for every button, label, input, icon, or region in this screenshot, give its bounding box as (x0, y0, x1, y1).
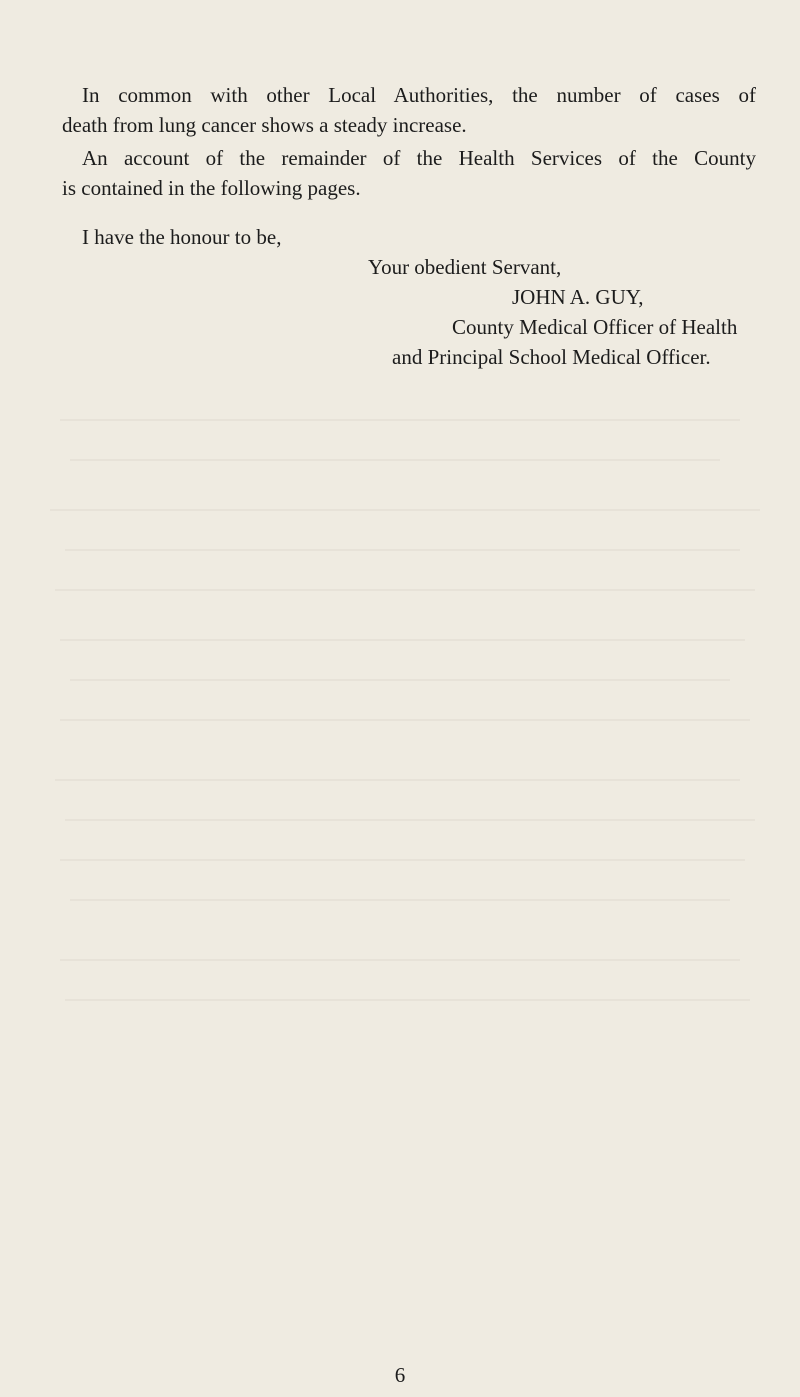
signatory-title-continued: and Principal School Medical Officer. (392, 345, 711, 369)
closing-valediction: Your obedient Servant, (368, 255, 562, 279)
paragraph-line: In common with other Local Authorities, the number of cases of (82, 83, 756, 107)
paragraph-line: death from lung cancer shows a steady increase. (62, 113, 467, 137)
paragraph-line: An account of the remainder of the Health Services of the County (82, 146, 756, 170)
paragraph-line: is contained in the following pages. (62, 176, 361, 200)
closing-salutation: I have the honour to be, (82, 225, 282, 249)
signatory-title: County Medical Officer of Health (452, 315, 738, 339)
paragraph-health-services (62, 143, 756, 203)
signatory-name: JOHN A. GUY, (512, 285, 644, 309)
page-number: 6 (394, 1363, 406, 1387)
show-through-texture (40, 360, 780, 1180)
paragraph-lung-cancer (62, 80, 756, 140)
